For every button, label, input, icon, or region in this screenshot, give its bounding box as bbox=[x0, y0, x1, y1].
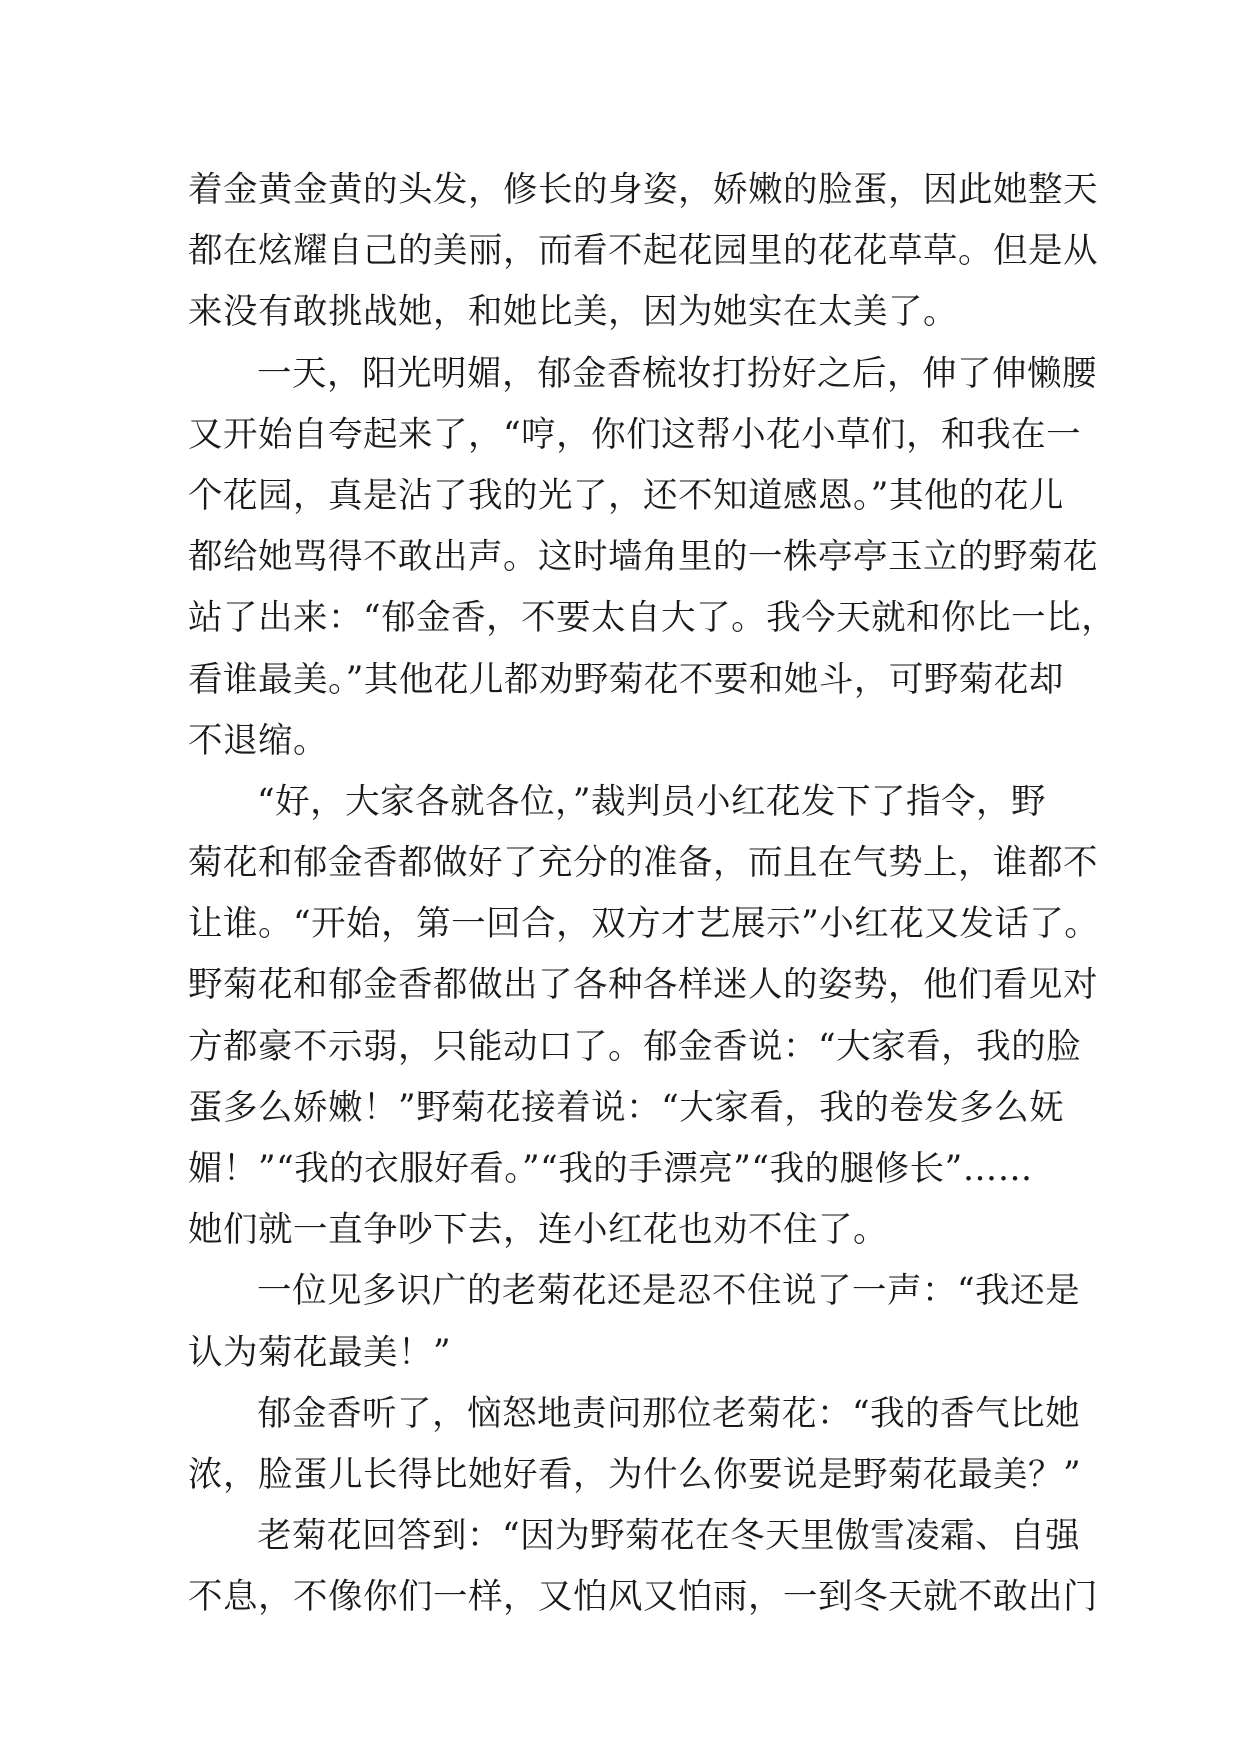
text-line: 不退缩。 bbox=[188, 720, 328, 761]
text-line: 都在炫耀自己的美丽，而看不起花园里的花花草草。但是从 bbox=[188, 231, 1098, 272]
story-text bbox=[188, 160, 1117, 1629]
text-line: 野菊花和郁金香都做出了各种各样迷人的姿势，他们看见对 bbox=[188, 965, 1098, 1006]
text-line: 浓，脸蛋儿长得比她好看，为什么你要说是野菊花最美？” bbox=[188, 1454, 1082, 1495]
text-line: 一位见多识广的老菊花还是忍不住说了一声：“我还是 bbox=[257, 1271, 1081, 1312]
text-line: 站了出来：“郁金香，不要太自大了。我今天就和你比一比， bbox=[188, 598, 1117, 639]
text-line: 蛋多么娇嫩！”野菊花接着说：“大家看，我的卷发多么妩 bbox=[188, 1087, 1065, 1128]
text-line: 方都豪不示弱，只能动口了。郁金香说：“大家看，我的脸 bbox=[188, 1026, 1082, 1067]
text-line: 着金黄金黄的头发，修长的身姿，娇嫩的脸蛋，因此她整天 bbox=[188, 170, 1098, 210]
text-line: 她们就一直争吵下去，连小红花也劝不住了。 bbox=[188, 1210, 888, 1251]
text-line: 个花园，真是沾了我的光了，还不知道感恩。”其他的花儿 bbox=[188, 475, 1064, 516]
text-line: “好，大家各就各位，”裁判员小红花发下了指令，野 bbox=[257, 781, 1047, 822]
text-line: 不息，不像你们一样，又怕风又怕雨，一到冬天就不敢出门 bbox=[188, 1577, 1098, 1618]
text-line: 来没有敢挑战她，和她比美，因为她实在太美了。 bbox=[188, 292, 958, 333]
text-line: 让谁。“开始，第一回合，双方才艺展示”小红花又发话了。 bbox=[188, 904, 1100, 945]
text-line: 看谁最美。”其他花儿都劝野菊花不要和她斗，可野菊花却 bbox=[188, 659, 1064, 700]
text-line: 一天，阳光明媚，郁金香梳妆打扮好之后，伸了伸懒腰 bbox=[257, 353, 1097, 394]
text-line: 菊花和郁金香都做好了充分的准备，而且在气势上，谁都不 bbox=[188, 843, 1098, 884]
text-line: 老菊花回答到：“因为野菊花在冬天里傲雪凌霜、自强 bbox=[257, 1516, 1081, 1557]
text-line: 认为菊花最美！” bbox=[188, 1332, 452, 1373]
text-line: 又开始自夸起来了，“哼，你们这帮小花小草们，和我在一 bbox=[188, 414, 1082, 455]
text-line: 郁金香听了，恼怒地责问那位老菊花：“我的香气比她 bbox=[257, 1393, 1081, 1434]
text-line: 都给她骂得不敢出声。这时墙角里的一株亭亭玉立的野菊花 bbox=[188, 537, 1098, 578]
text-line: 媚！”“我的衣服好看。”“我的手漂亮”“我的腿修长”…… bbox=[188, 1149, 1033, 1189]
